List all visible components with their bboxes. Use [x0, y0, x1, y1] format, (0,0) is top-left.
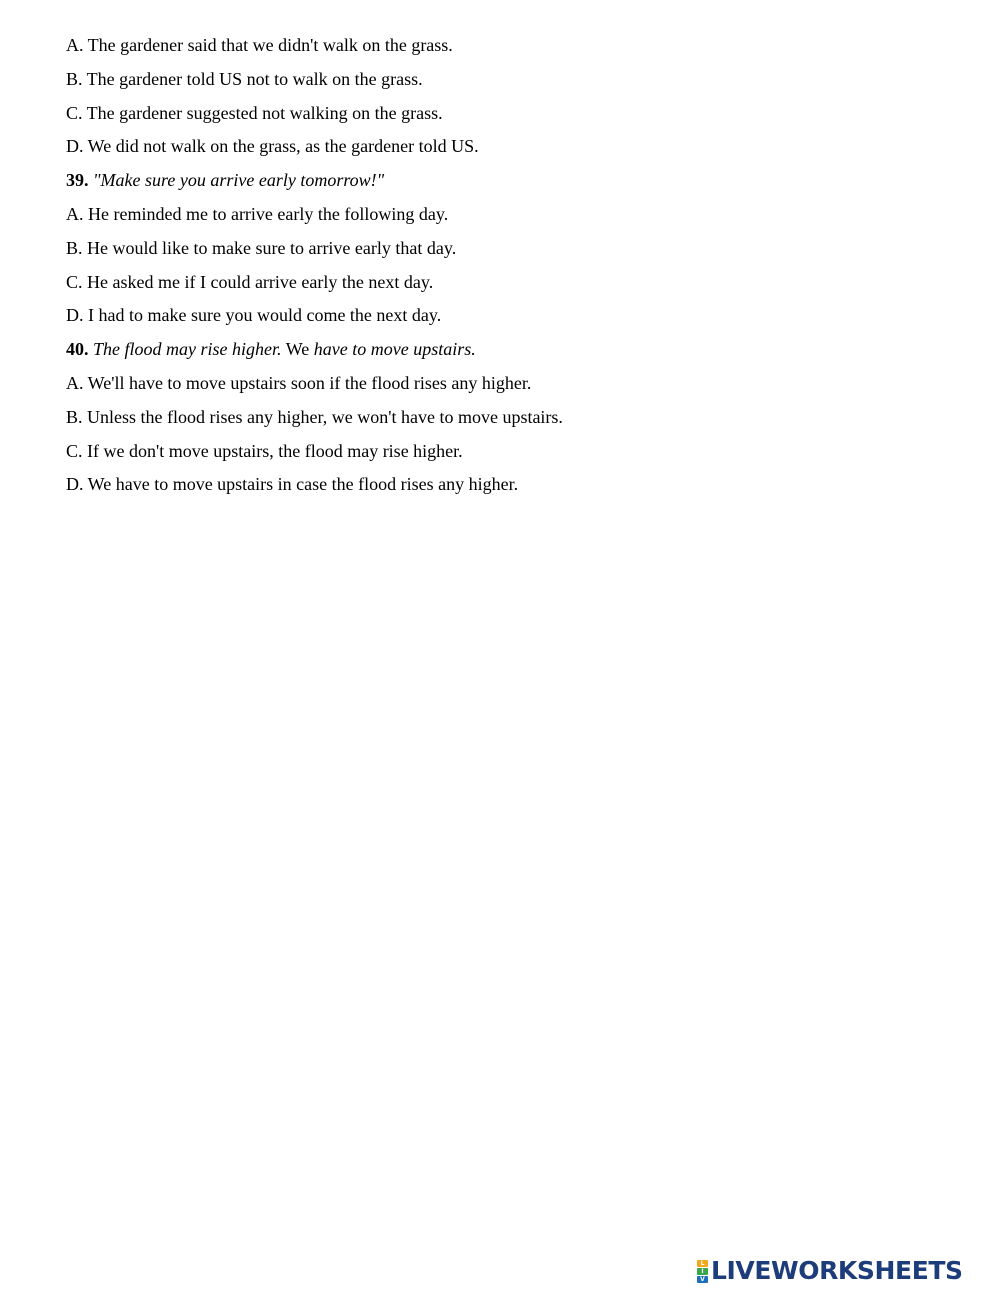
question-40-prompt-part3: have to move upstairs. — [313, 339, 476, 360]
liveworksheets-logo — [697, 1256, 963, 1286]
q39-option-a: A. He reminded me to arrive early the following day. — [66, 203, 449, 224]
q40-option-c: C. If we don't move upstairs, the flood may rise higher. — [66, 440, 463, 461]
question-40 — [66, 338, 966, 360]
logo-block-v: V — [697, 1276, 708, 1283]
q39-option-b: B. He would like to make sure to arrive early that day. — [66, 237, 457, 258]
q40-option-d: D. We have to move upstairs in case the flood rises any higher. — [66, 474, 519, 495]
q38-option-b: B. The gardener told US not to walk on the grass. — [66, 68, 423, 89]
logo-block-i: I — [697, 1268, 708, 1275]
question-40-number: 40. — [66, 339, 89, 360]
logo-block-l: L — [697, 1260, 708, 1267]
q38-option-c: C. The gardener suggested not walking on the grass. — [66, 102, 443, 123]
q38-option-d: D. We did not walk on the grass, as the gardener told US. — [66, 136, 479, 157]
question-39-number: 39. — [66, 170, 89, 191]
q40-option-a: A. We'll have to move upstairs soon if the flood rises any higher. — [66, 372, 532, 393]
logo-text: LIVEWORKSHEETS — [711, 1256, 963, 1285]
question-39 — [66, 169, 966, 191]
question-40-prompt-part2: We — [285, 339, 310, 360]
q38-option-a: A. The gardener said that we didn't walk on the grass. — [66, 35, 453, 55]
q39-option-d: D. I had to make sure you would come the next day. — [66, 305, 442, 326]
question-39-prompt: "Make sure you arrive early tomorrow!" — [93, 170, 385, 191]
q40-option-b: B. Unless the flood rises any higher, we won't have to move upstairs. — [66, 406, 563, 427]
worksheet-content — [66, 34, 966, 507]
question-40-prompt-part1: The flood may rise higher. — [93, 339, 282, 360]
q39-option-c: C. He asked me if I could arrive early the next day. — [66, 271, 434, 292]
logo-blocks-icon — [697, 1260, 708, 1283]
